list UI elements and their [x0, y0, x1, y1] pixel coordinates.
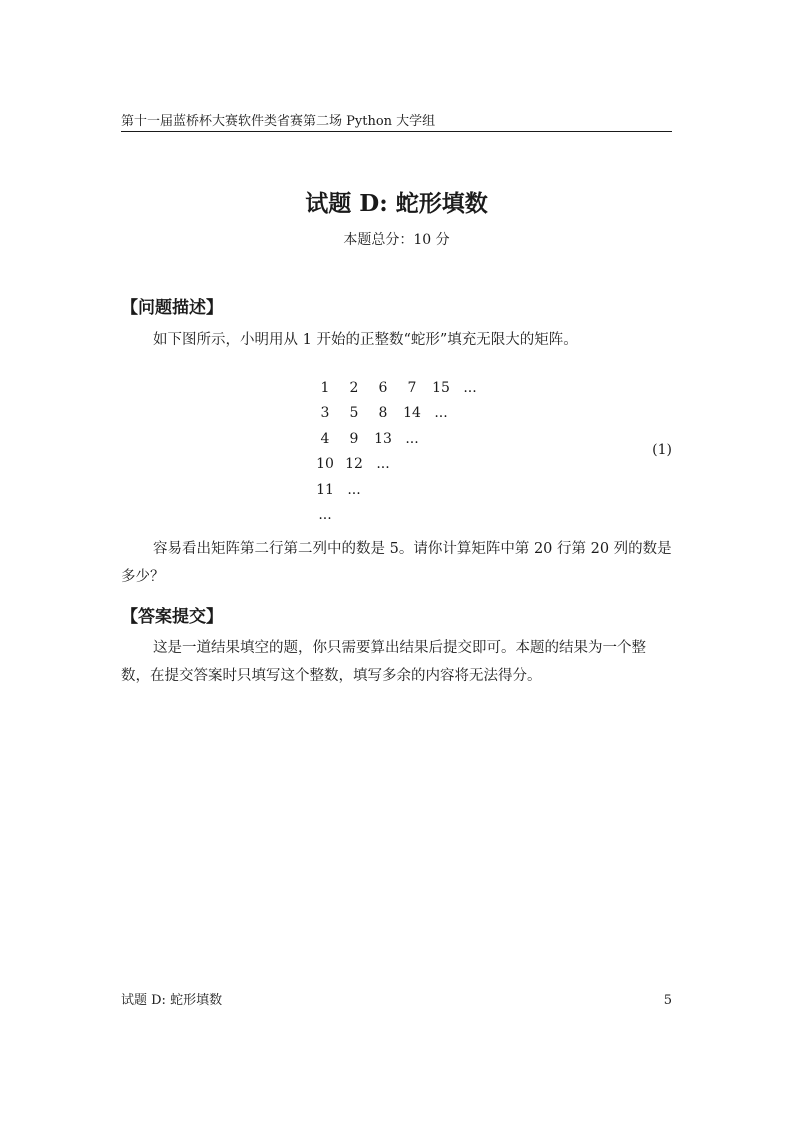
matrix-cell: 1 [320, 380, 330, 396]
problem-intro-text: 如下图所示，小明用从 1 开始的正整数“蛇形”填充无限大的矩阵。 [153, 332, 578, 348]
matrix-cell: 4 [320, 430, 330, 447]
submission-instructions-text: 这是一道结果填空的题，你只需要算出结果后提交即可。本题的结果为一个整数，在提交答案时只填写这个整数，填写多余的内容将无法得分。 [121, 640, 646, 684]
problem-question [121, 535, 672, 591]
matrix-cell: 5 [349, 405, 359, 422]
matrix-cell: ... [463, 380, 477, 396]
matrix-cell: 7 [407, 380, 417, 396]
matrix-cell: 9 [349, 430, 359, 447]
running-header: 第十一届蓝桥杯大赛软件类省赛第二场 Python 大学组 [121, 114, 436, 129]
matrix-row [310, 427, 500, 452]
header-divider [121, 131, 672, 132]
matrix-cell: ... [376, 456, 390, 473]
matrix-row [310, 503, 500, 528]
matrix-cell: ... [405, 430, 419, 447]
footer-title: 试题 D: 蛇形填数 [121, 993, 223, 1008]
problem-title: 试题 D: 蛇形填数 [305, 190, 488, 217]
matrix-cell: 14 [403, 405, 421, 422]
matrix-cell: ... [434, 405, 448, 422]
submission-instructions [121, 634, 672, 690]
matrix-cell: 15 [432, 380, 450, 396]
matrix-cell: 2 [349, 380, 359, 396]
matrix-row [310, 376, 500, 401]
matrix-row [310, 401, 500, 426]
problem-question-text: 容易看出矩阵第二行第二列中的数是 5。请你计算矩阵中第 20 行第 20 列的数是多少？ [121, 541, 672, 585]
matrix-cell: ... [347, 481, 361, 498]
matrix-cell: 12 [345, 456, 363, 473]
matrix-cell: ... [318, 507, 332, 523]
answer-submission-heading: 【答案提交】 [121, 607, 223, 627]
problem-intro [121, 326, 672, 354]
matrix-cell: 8 [378, 405, 388, 422]
problem-description-heading: 【问题描述】 [121, 298, 223, 318]
matrix-cell: 11 [316, 481, 334, 498]
matrix-cell: 3 [320, 405, 330, 422]
matrix-cell: 6 [378, 380, 388, 396]
matrix-row [310, 452, 500, 477]
snake-matrix [310, 376, 500, 528]
page-number: 5 [663, 993, 672, 1008]
matrix-row [310, 478, 500, 503]
matrix-cell: 13 [374, 430, 392, 447]
total-score: 本题总分：10 分 [343, 232, 450, 248]
matrix-cell: 10 [316, 456, 334, 473]
equation-number: (1) [652, 442, 672, 458]
